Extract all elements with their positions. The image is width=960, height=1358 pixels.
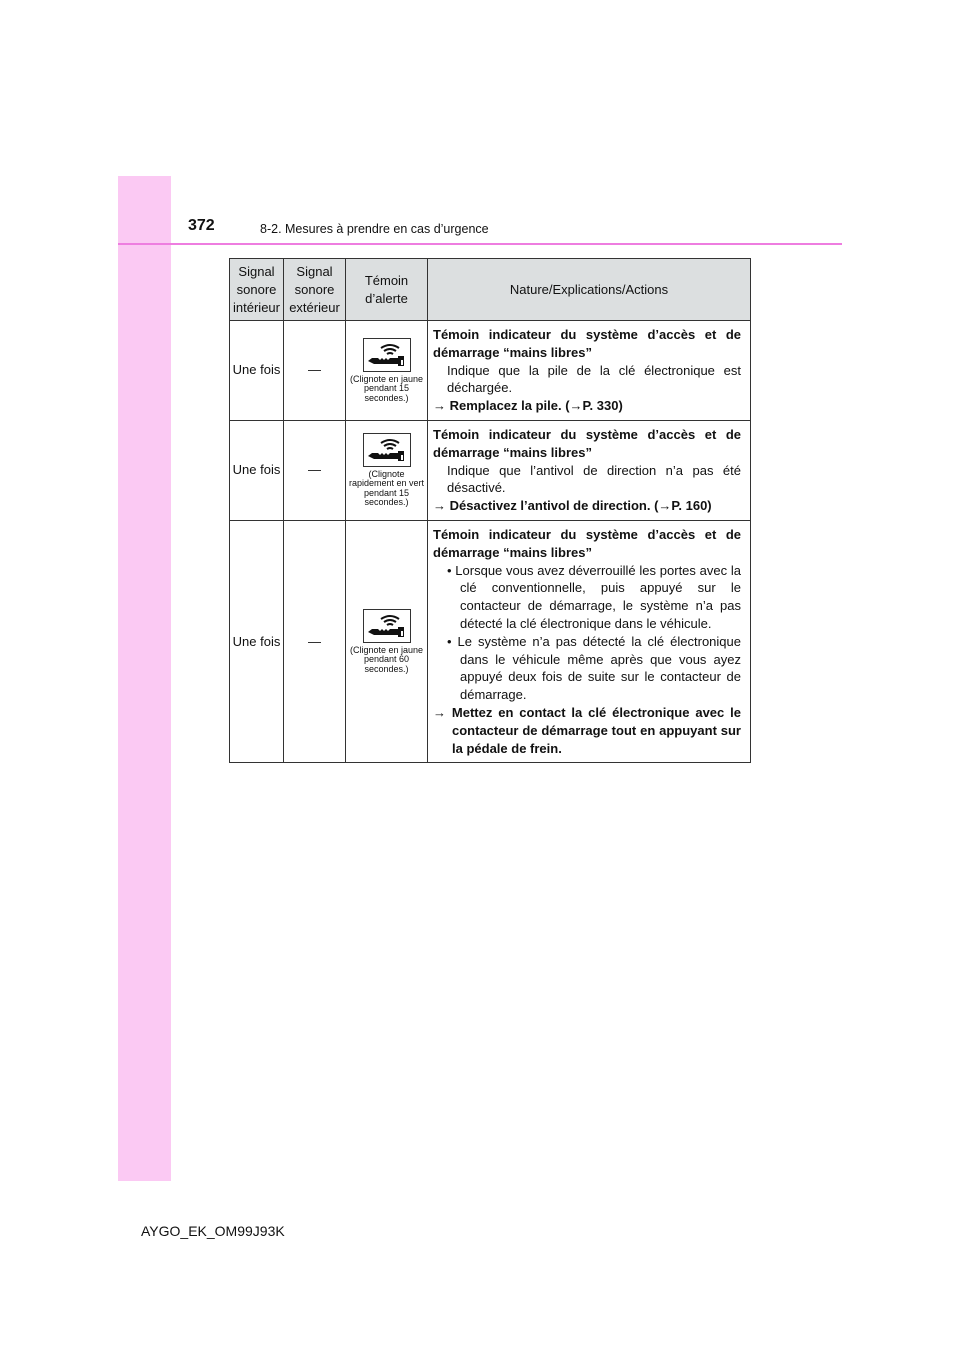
indicator-caption: (Clignote en jaune pendant 15 secondes.) — [349, 373, 424, 403]
smart-key-icon — [363, 433, 411, 467]
nature-cell — [428, 420, 751, 520]
explanation: Indique que la pile de la clé électronique est déchargée. — [447, 362, 741, 396]
table-row — [230, 520, 751, 762]
chapter-tab — [118, 176, 171, 1181]
section-title: 8-2. Mesures à prendre en cas d’urgence — [260, 222, 489, 236]
indicator-cell — [346, 420, 428, 520]
indicator-caption: (Clignote en jaune pendant 60 secondes.) — [349, 644, 424, 674]
smart-key-icon — [363, 609, 411, 643]
smart-key-icon — [363, 338, 411, 372]
indicator-caption: (Clignote rapidement en vert pendant 15 secondes.) — [348, 468, 425, 508]
interior-signal: Une fois — [230, 321, 284, 421]
nature-title: Témoin indicateur du système d’accès et de démarrage “mains libres” — [433, 426, 741, 460]
nature-cell — [428, 321, 751, 421]
interior-signal: Une fois — [230, 420, 284, 520]
exterior-signal: — — [284, 321, 346, 421]
table-row — [230, 420, 751, 520]
table-row — [230, 321, 751, 421]
explanation-bullet: • Lorsque vous avez déverrouillé les portes avec la clé conventionnelle, puis appuyé sur le contacteur de démarrage, le système n’a pas détecté la clé électronique dans le véhicule. — [447, 562, 741, 631]
doc-id: AYGO_EK_OM99J93K — [141, 1223, 285, 1239]
indicator-cell — [346, 520, 428, 762]
header-indicator: Témoin d’alerte — [346, 259, 428, 321]
interior-signal: Une fois — [230, 520, 284, 762]
warning-table — [229, 258, 751, 763]
nature-title: Témoin indicateur du système d’accès et de démarrage “mains libres” — [433, 526, 741, 560]
action: → Mettez en contact la clé électronique avec le contacteur de démarrage tout en appuyant sur la pédale de frein. — [433, 704, 741, 756]
explanation: Indique que l’antivol de direction n’a pas été désactivé. — [447, 462, 741, 496]
indicator-cell — [346, 321, 428, 421]
explanation-bullet: • Le système n’a pas détecté la clé électronique dans le véhicule même après que vous ayez appuyé deux fois de suite sur le contacteur de démarrage. — [447, 633, 741, 703]
header-rule — [118, 243, 842, 245]
header-interior: Signal sonore intérieur — [230, 259, 284, 321]
header-nature: Nature/Explications/Actions — [428, 259, 751, 321]
nature-title: Témoin indicateur du système d’accès et de démarrage “mains libres” — [433, 327, 741, 360]
action: → Désactivez l’antivol de direction. (→P. 160) — [433, 498, 712, 514]
action: → Remplacez la pile. (→P. 330) — [433, 398, 623, 414]
page-number: 372 — [188, 217, 215, 234]
header-exterior: Signal sonore extérieur — [284, 259, 346, 321]
exterior-signal: — — [284, 520, 346, 762]
nature-cell — [428, 520, 751, 762]
table-header — [230, 259, 751, 321]
exterior-signal: — — [284, 420, 346, 520]
